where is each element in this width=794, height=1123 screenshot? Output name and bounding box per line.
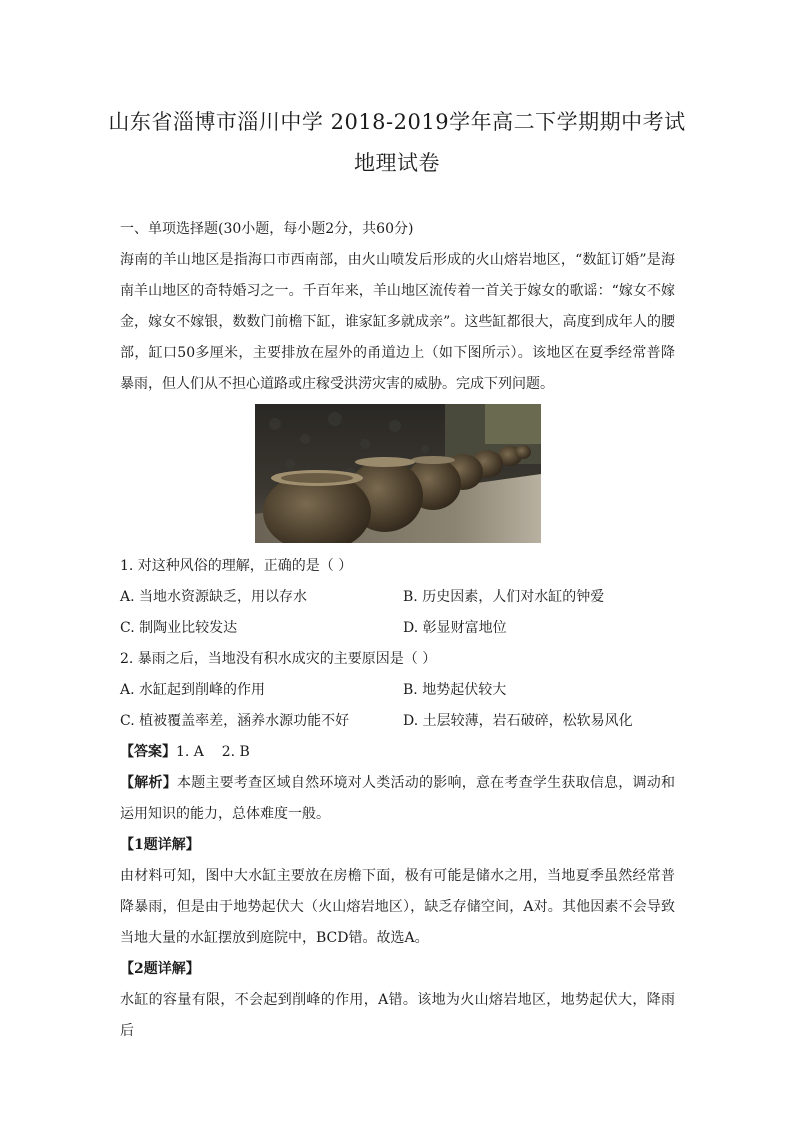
question-1-options-row-2 <box>120 613 675 644</box>
question-2-options-row-2 <box>120 706 675 737</box>
detail-1-heading: 【1题详解】 <box>120 837 200 853</box>
question-2-stem: 2. 暴雨之后，当地没有积水成灾的主要原因是（ ） <box>120 651 437 667</box>
question-2-option-a: A. 水缸起到削峰的作用 <box>120 682 266 698</box>
analysis-text: 本题主要考查区域自然环境对人类活动的影响，意在考查学生获取信息，调动和运用知识的能力，总体难度一般。 <box>120 775 676 822</box>
question-1-option-b: B. 历史因素，人们对水缸的钟爱 <box>403 589 605 605</box>
page-title: 山东省淄博市淄川中学 2018-2019学年高二下学期期中考试 <box>108 110 686 134</box>
question-1-option-a: A. 当地水资源缺乏，用以存水 <box>120 589 308 605</box>
question-2-option-d: D. 土层较薄，岩石破碎，松软易风化 <box>403 713 633 729</box>
section-heading: 一、单项选择题(30小题，每小题2分，共60分) <box>120 221 414 237</box>
answer-text: 1. A 2. B <box>176 744 250 760</box>
question-2-options-row-1 <box>120 675 675 706</box>
detail-2-text: 水缸的容量有限，不会起到削峰的作用，A错。该地为火山熔岩地区，地势起伏大，降雨后 <box>120 992 675 1039</box>
question-1-stem: 1. 对这种风俗的理解，正确的是（ ） <box>120 558 353 574</box>
answer-tag: 【答案】 <box>120 744 176 760</box>
passage-text: 海南的羊山地区是指海口市西南部，由火山喷发后形成的火山熔岩地区，“数缸订婚”是海南羊山地区的奇特婚习之一。千百年来，羊山地区流传着一首关于嫁女的歌谣：“嫁女不嫁金，嫁女不嫁银，数数门前檐下缸，谁家缸多就成亲”。这些缸都很大，高度到成年人的腰部，缸口50多厘米，主要排放在屋外的甬道边上（如下图所示）。该地区在夏季经常普降暴雨，但人们从不担心道路或庄稼受洪涝灾害的威胁。完成下列问题。 <box>120 252 675 392</box>
page-subtitle: 地理试卷 <box>354 151 440 175</box>
photo-water-jars-icon <box>255 404 541 543</box>
detail-2-heading: 【2题详解】 <box>120 961 200 977</box>
question-1-option-d: D. 彰显财富地位 <box>403 620 507 636</box>
analysis-paragraph <box>120 768 675 830</box>
detail-1-text: 由材料可知，图中大水缸主要放在房檐下面，极有可能是储水之用，当地夏季虽然经常普降暴雨，但是由于地势起伏大（火山熔岩地区），缺乏存储空间，A对。其他因素不会导致当地大量的水缸摆放到庭院中，BCD错。故选A。 <box>120 868 675 946</box>
document-body <box>120 214 675 1047</box>
analysis-tag: 【解析】 <box>120 775 177 791</box>
question-2-option-c: C. 植被覆盖率差，涵养水源功能不好 <box>120 713 350 729</box>
question-1-options-row-1 <box>120 582 675 613</box>
question-2-option-b: B. 地势起伏较大 <box>403 682 507 698</box>
answer-line <box>120 737 675 768</box>
question-1-option-c: C. 制陶业比较发达 <box>120 620 238 636</box>
